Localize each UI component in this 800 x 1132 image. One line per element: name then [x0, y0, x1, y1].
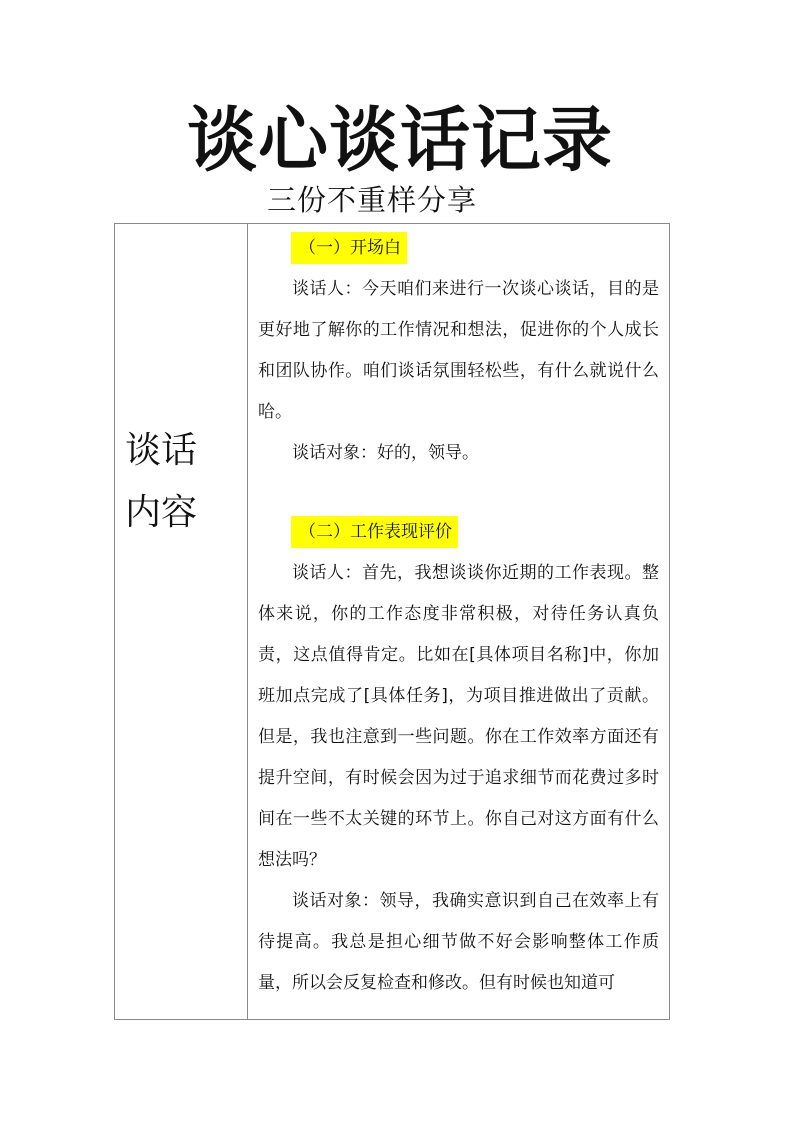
document-title: 谈心谈话记录	[187, 99, 613, 181]
spacer	[258, 474, 659, 512]
paragraph: 谈话对象：好的，领导。	[292, 443, 479, 463]
label-text	[125, 420, 197, 544]
record-table	[114, 223, 670, 1020]
section-heading: （二）工作表现评价	[291, 516, 458, 548]
label-line-2: 内容	[125, 492, 198, 533]
paragraph: 谈话人：今天咱们来进行一次谈心谈话，目的是更好地了解你的工作情况和想法，促进你的个人成长和团队协作。咱们谈话氛围轻松些，有什么就说什么哈。	[258, 279, 659, 422]
content-cell	[248, 224, 669, 1019]
paragraph: 谈话对象：领导，我确实意识到自己在效率上有待提高。我总是担心细节做不好会影响整体工作质量，所以会反复检查和修改。但有时候也知道可	[258, 891, 659, 993]
paragraph: 谈话人：首先，我想谈谈你近期的工作表现。整体来说，你的工作态度非常积极，对待任务认真负责，这点值得肯定。比如在[具体项目名称]中，你加班加点完成了[具体任务]，为项目推进做出了贡献。但是，我也注意到一些问题。你在工作效率方面还有提升空间，有时候会因为过于追求细节而花费过多时间在一些不太关键的环节上。你自己对这方面有什么想法吗？	[258, 563, 659, 870]
label-cell	[115, 224, 248, 1019]
label-line-1: 谈话	[125, 430, 198, 471]
section-opening	[258, 228, 659, 474]
section-heading: （一）开场白	[291, 232, 407, 264]
section-performance	[258, 512, 659, 1004]
document-subtitle: 三份不重样分享	[266, 183, 477, 217]
